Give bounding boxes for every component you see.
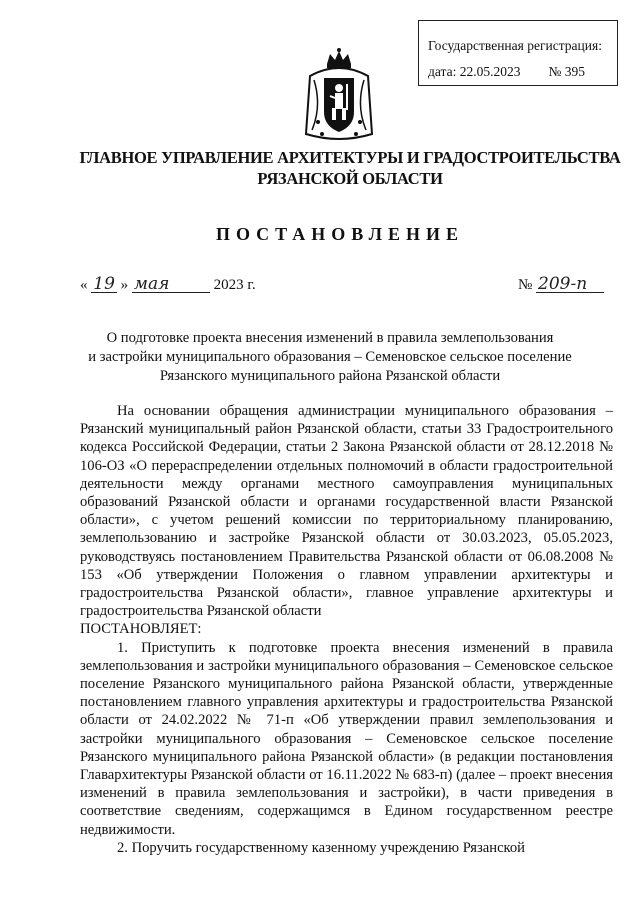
subject-line2: и застройки муниципального образования – Семеновское сельское поселение <box>88 349 572 365</box>
document-subject <box>60 329 600 386</box>
coat-of-arms-emblem <box>302 46 376 146</box>
organization-name-line2: РЯЗАНСКОЙ ОБЛАСТИ <box>257 169 443 188</box>
date-year: 2023 г. <box>213 277 256 293</box>
organization-name-line1: ГЛАВНОЕ УПРАВЛЕНИЕ АРХИТЕКТУРЫ И ГРАДОСТРОИТЕЛЬСТВА <box>79 148 621 167</box>
item-2-paragraph: 2. Поручить государственному казенному учреждению Рязанской <box>117 839 525 856</box>
number-value: 209-п <box>536 276 604 293</box>
registration-stamp <box>418 20 618 86</box>
date-close-quote: » <box>120 277 129 293</box>
document-date <box>80 276 256 294</box>
date-open-quote: « <box>80 277 88 293</box>
number-prefix: № <box>517 277 533 293</box>
document-body <box>80 402 613 857</box>
document-type: ПОСТАНОВЛЕНИЕ <box>215 224 465 244</box>
resolves-heading: ПОСТАНОВЛЯЕТ: <box>80 621 202 638</box>
item-1-paragraph: 1. Приступить к подготовке проекта внесения изменений в правила землепользования и застройки муниципального образования – Семеновское сельское поселение Рязанского муниципального района Рязанской области, утвержденные постановлением главного управления архитектуры и градостроительства Рязанской области от 24.02.2022 № 71-п «Об утверждении правил землепользования и застройки муниципального образования – Семеновское сельское поселение Рязанского муниципального района Рязанской области» (в редакции постановления Главархитектуры Рязанской области от 16.11.2022 № 683-п) (далее – проект внесения изменений в правила землепользования и застройки), в части приведения в соответствие сведениям, содержащимся в Едином государственном реестре недвижимости. <box>80 639 613 838</box>
date-day: 19 <box>93 274 115 294</box>
date-month: мая <box>132 276 210 293</box>
subject-line1: О подготовке проекта внесения изменений в правила землепользования <box>106 330 554 346</box>
organization-name <box>60 147 640 189</box>
registration-number: № 395 <box>548 64 585 79</box>
registration-title: Государственная регистрация: <box>428 38 602 53</box>
subject-line3: Рязанского муниципального района Рязанской области <box>159 368 501 384</box>
document-number <box>518 276 604 294</box>
registration-details <box>428 59 617 85</box>
registration-date: дата: 22.05.2023 <box>428 64 521 79</box>
preamble-paragraph: На основании обращения администрации муниципального образования – Рязанский муниципальный район Рязанской области, статьи 33 Градостроительного кодекса Российской Федерации, статьи 2 Закона Рязанской области от 28.12.2018 № 106-ОЗ «О перераспределении отдельных полномочий в области градостроительной деятельности между органами местного самоуправления муниципальных образований Рязанской области и органами государственной власти Рязанской области», с учетом решений комиссии по территориальному планированию, землепользованию и застройке Рязанской области от 30.03.2023, 05.05.2023, руководствуясь постановлением Правительства Рязанской области от 06.08.2008 № 153 «Об утверждении Положения о главном управлении архитектуры и градостроительства Рязанской области», главное управление архитектуры и градостроительства Рязанской области <box>80 403 613 620</box>
